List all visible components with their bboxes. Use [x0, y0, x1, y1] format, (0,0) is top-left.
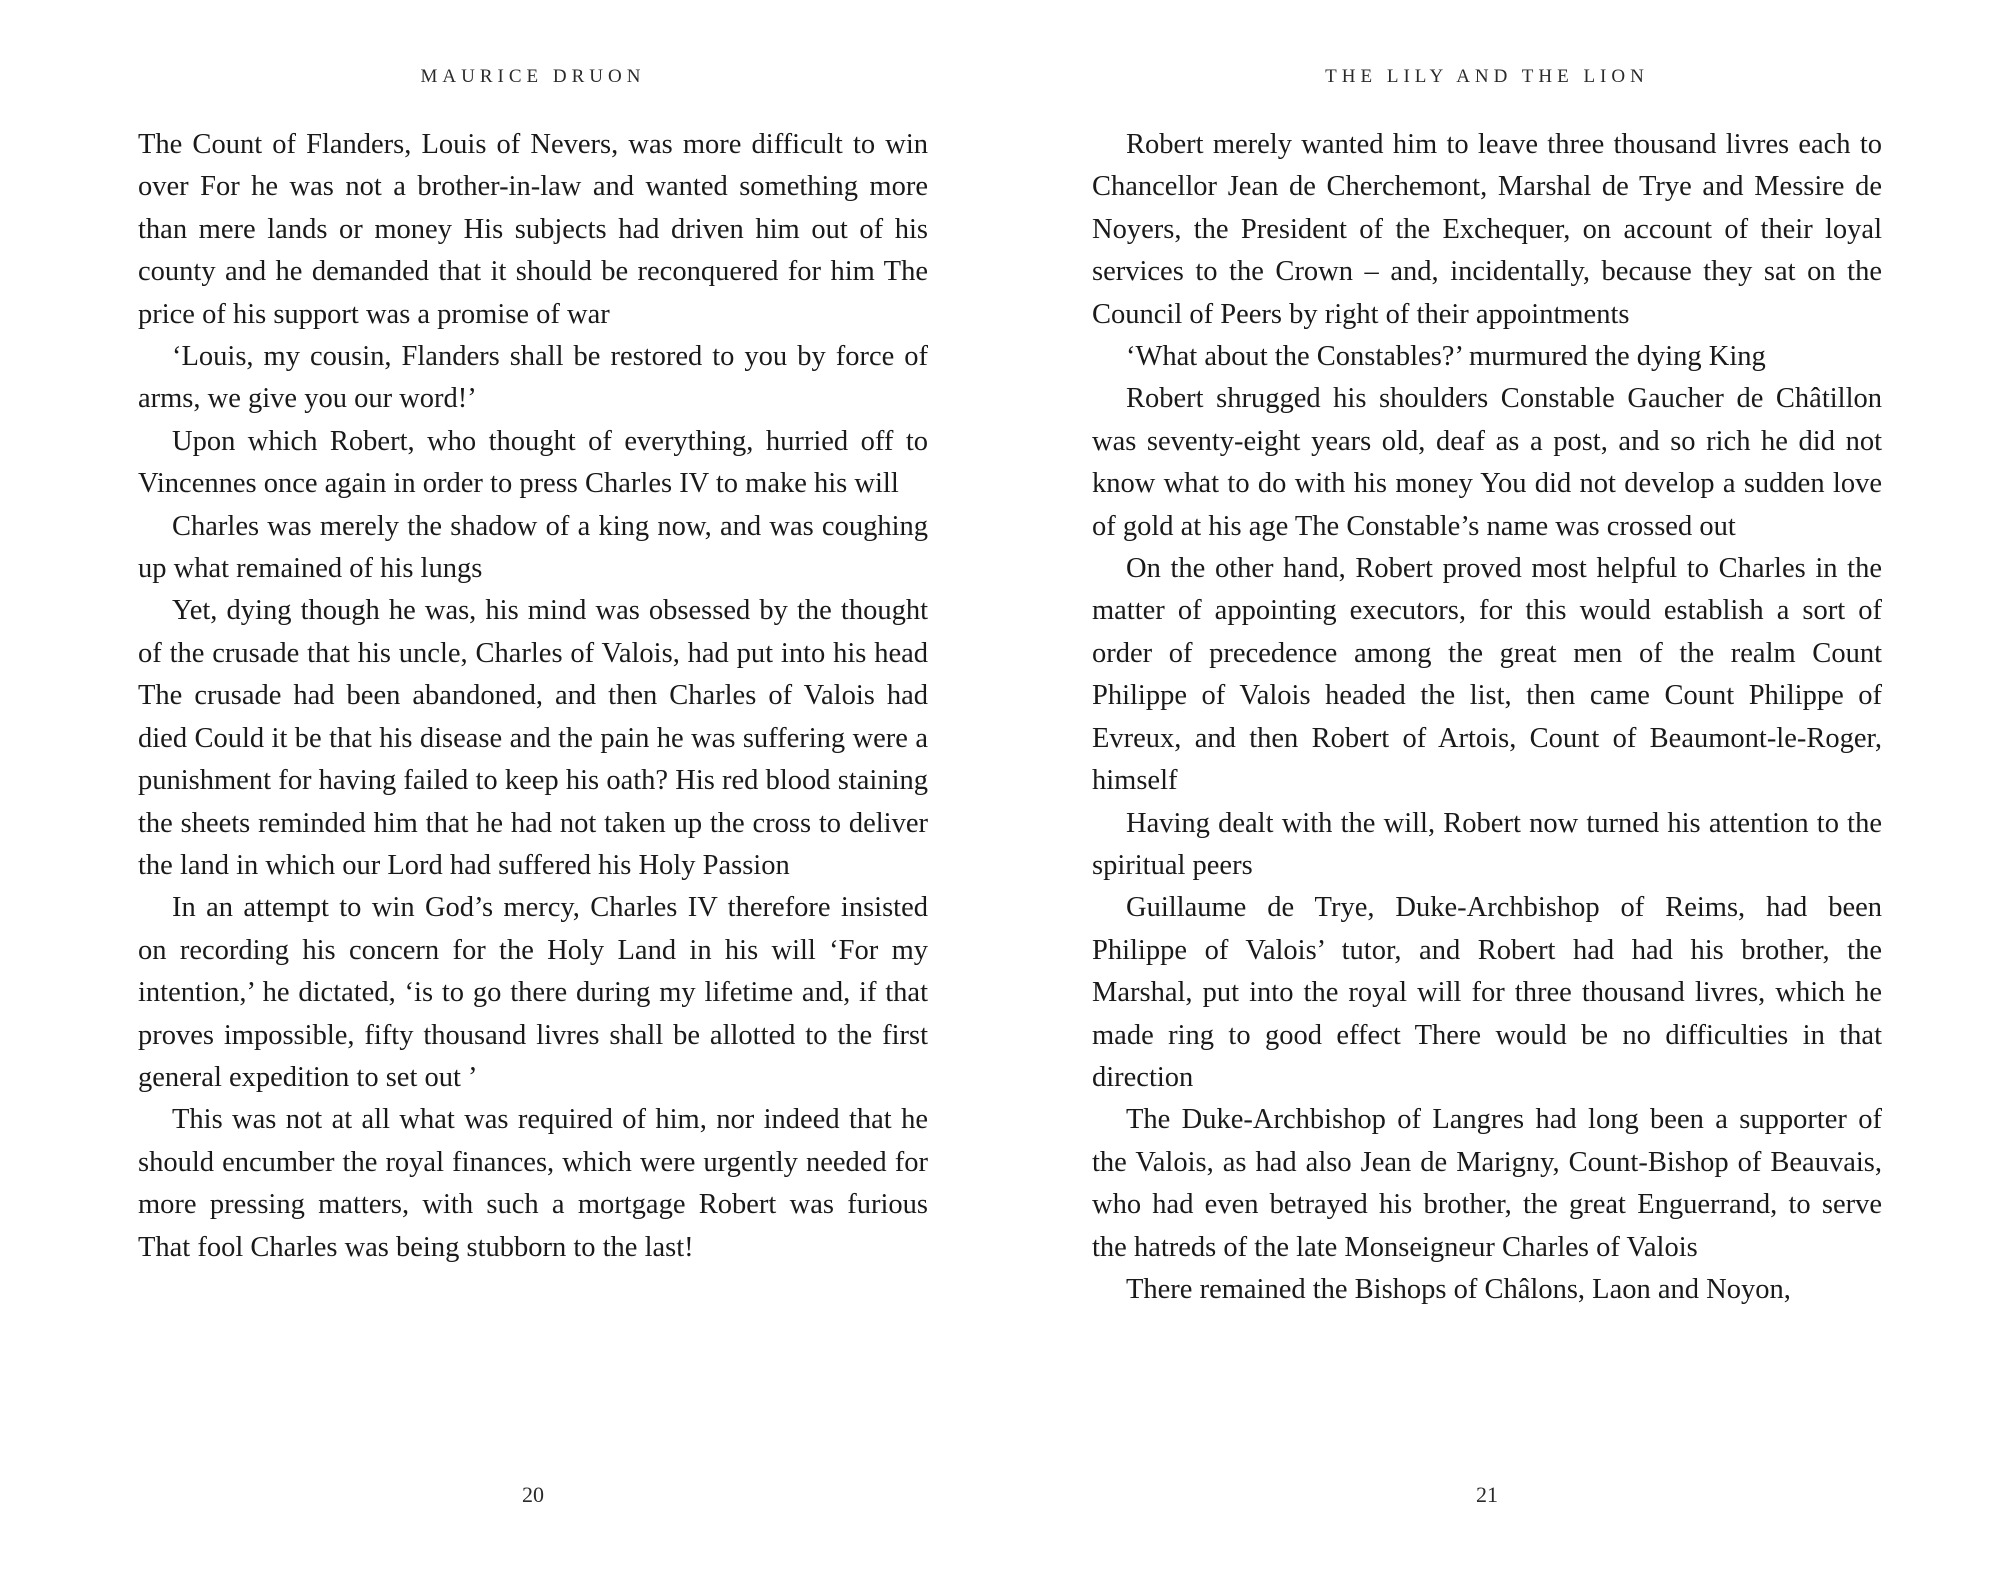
page-number: 20: [522, 1482, 544, 1507]
paragraph: Charles was merely the shadow of a king now, and was coughing up what remained of his lungs: [138, 510, 928, 585]
right-page: [1092, 0, 1882, 1583]
paragraph: Robert shrugged his shoulders Constable Gaucher de Châtillon was seventy-eight years old, deaf as a post, and so rich he did not know what to do with his money You did not develop a sudden love of gold at his age The Constable’s name was crossed out: [1092, 383, 1882, 542]
running-head-author: MAURICE DRUON: [420, 66, 646, 87]
paragraph: ‘Louis, my cousin, Flanders shall be restored to you by force of arms, we give you our word!’: [138, 341, 928, 415]
paragraph: Guillaume de Trye, Duke-Archbishop of Reims, had been Philippe of Valois’ tutor, and Robert had had his brother, the Marshal, put into the royal will for three thousand livres, which he made ring to good effect There would be no difficulties in that direction: [1092, 892, 1882, 1093]
page-number: 21: [1476, 1482, 1498, 1507]
right-page-body: [1092, 124, 1882, 1311]
paragraph: The Count of Flanders, Louis of Nevers, was more difficult to win over For he was not a brother-in-law and wanted something more than mere lands or money His subjects had driven him out of his county and he demanded that it should be reconquered for him The price of his support was a promise of war: [138, 129, 928, 330]
paragraph: In an attempt to win God’s mercy, Charles IV therefore insisted on recording his concern for the Holy Land in his will ‘For my intention,’ he dictated, ‘is to go there during my lifetime and, if that proves impossible, fifty thousand livres shall be allotted to the first general expedition to set out ’: [138, 892, 928, 1093]
paragraph: On the other hand, Robert proved most helpful to Charles in the matter of appointing executors, for this would establish a sort of order of precedence among the great men of the realm Count Philippe of Valois headed the list, then came Count Philippe of Evreux, and then Robert of Artois, Count of Beaumont-le-Roger, himself: [1092, 553, 1882, 797]
paragraph: Robert merely wanted him to leave three thousand livres each to Chancellor Jean de Cherchemont, Marshal de Trye and Messire de Noyers, the President of the Exchequer, on account of their loyal services to the Crown – and, incidentally, because they sat on the Council of Peers by right of their appointments: [1092, 129, 1882, 330]
paragraph: Yet, dying though he was, his mind was obsessed by the thought of the crusade that his uncle, Charles of Valois, had put into his head The crusade had been abandoned, and then Charles of Valois had died Could it be that his disease and the pain he was suffering were a punishment for having failed to keep his oath? His red blood staining the sheets reminded him that he had not taken up the cross to deliver the land in which our Lord had suffered his Holy Passion: [138, 595, 928, 881]
running-head-title: THE LILY AND THE LION: [1325, 66, 1649, 87]
paragraph: There remained the Bishops of Châlons, Laon and Noyon,: [1126, 1273, 1791, 1305]
left-page: [138, 0, 928, 1583]
paragraph: ‘What about the Constables?’ murmured the dying King: [1126, 341, 1766, 373]
paragraph: Upon which Robert, who thought of everything, hurried off to Vincennes once again in order to press Charles IV to make his will: [138, 425, 928, 500]
paragraph: The Duke-Archbishop of Langres had long been a supporter of the Valois, as had also Jean de Marigny, Count-Bishop of Beauvais, who had even betrayed his brother, the great Enguerrand, to serve the hatreds of the late Monseigneur Charles of Valois: [1092, 1104, 1882, 1263]
paragraph: This was not at all what was required of him, nor indeed that he should encumber the royal finances, which were urgently needed for more pressing matters, with such a mortgage Robert was furious That fool Charles was being stubborn to the last!: [138, 1104, 928, 1263]
left-page-body: [138, 124, 928, 1269]
paragraph: Having dealt with the will, Robert now turned his attention to the spiritual peers: [1092, 807, 1882, 881]
